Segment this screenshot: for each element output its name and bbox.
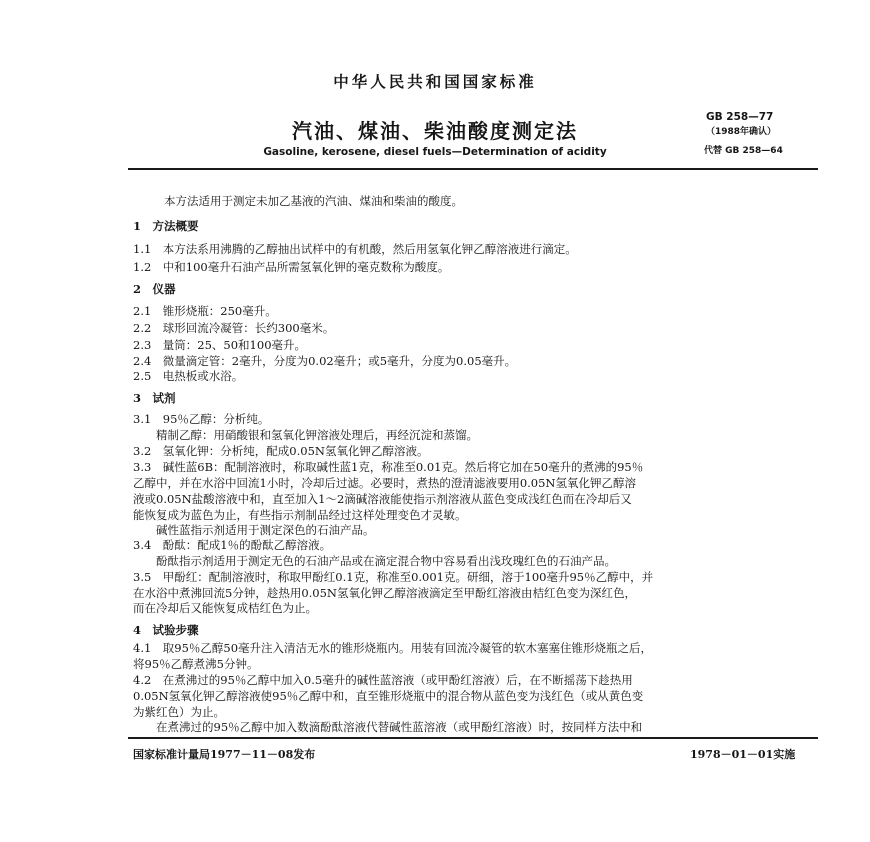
- text-line: 乙醇中，并在水浴中回流1小时，冷却后过滤。必要时，煮热的澄清滤液要用0.05N氢氧化钾乙醇溶: [133, 476, 636, 490]
- section-heading: 3 试剂: [133, 391, 176, 405]
- text-line: 2.3 量筒：25、50和100毫升。: [133, 338, 307, 352]
- section-heading: 4 试验步骤: [133, 623, 199, 637]
- text-line: 2.4 微量滴定管：2毫升，分度为0.02毫升；或5毫升，分度为0.05毫升。: [133, 354, 517, 368]
- text-line: 3.1 95％乙醇：分析纯。: [133, 412, 270, 426]
- effective-date: 1978－01－01实施: [690, 748, 796, 761]
- text-line: 将95％乙醇煮沸5分钟。: [133, 657, 259, 671]
- text-line: 3.5 甲酚红：配制溶液时，称取甲酚红0.1克，称准至0.001克。研细，溶于100毫升95％乙醇中，并: [133, 570, 654, 584]
- text-line: 液或0.05N盐酸溶液中和，直至加入1～2滴碱溶液能使指示剂溶液从蓝色变成浅红色而在冷却后又: [133, 492, 632, 506]
- text-line: 2.1 锥形烧瓶：250毫升。: [133, 304, 277, 318]
- text-line: 在煮沸过的95％乙醇中加入数滴酚酞溶液代替碱性蓝溶液（或甲酚红溶液）时，按同样方法中和: [156, 720, 643, 734]
- header-rule: [128, 168, 818, 170]
- standard-name: 中华人民共和国国家标准: [333, 72, 537, 91]
- text-line: 精制乙醇：用硝酸银和氢氧化钾溶液处理后，再经沉淀和蒸馏。: [156, 428, 478, 442]
- section-heading: 2 仪器: [133, 282, 176, 296]
- text-line: 4.1 取95％乙醇50毫升注入清洁无水的锥形烧瓶内。用装有回流冷凝管的软木塞塞住锥形烧瓶之后，: [133, 641, 653, 655]
- text-line: 2.5 电热板或水浴。: [133, 369, 244, 383]
- text-line: 3.2 氢氧化钾：分析纯，配成0.05N氢氧化钾乙醇溶液。: [133, 444, 429, 458]
- issue-date: 国家标准计量局1977－11－08发布: [133, 748, 316, 761]
- standard-code: GB 258—77: [706, 111, 774, 123]
- text-line: 0.05N氢氧化钾乙醇溶液使95％乙醇中和，直至锥形烧瓶中的混合物从蓝色变为浅红色（或从黄色变: [133, 689, 644, 703]
- text-line: 而在冷却后又能恢复成桔红色为止。: [133, 601, 317, 615]
- confirm-year: （1988年确认）: [706, 127, 777, 137]
- text-line: 为紫红色）为止。: [133, 705, 225, 719]
- document-title: 汽油、煤油、柴油酸度测定法: [292, 119, 578, 143]
- text-line: 3.3 碱性蓝6B：配制溶液时，称取碱性蓝1克，称准至0.01克。然后将它加在50毫升的煮沸的95％: [133, 460, 644, 474]
- replaces-code: 代替 GB 258—64: [704, 146, 783, 156]
- document-title-en: Gasoline, kerosene, diesel fuels—Determination of acidity: [263, 146, 607, 158]
- text-line: 在水浴中煮沸回流5分钟，趁热用0.05N氢氧化钾乙醇溶液滴定至甲酚红溶液由桔红色变为深红色，: [133, 586, 636, 600]
- text-line: 3.4 酚酞：配成1％的酚酞乙醇溶液。: [133, 538, 332, 552]
- text-line: 4.2 在煮沸过的95％乙醇中加入0.5毫升的碱性蓝溶液（或甲酚红溶液）后，在不断摇荡下趁热用: [133, 673, 633, 687]
- footer-rule: [128, 737, 818, 739]
- text-line: 1.1 本方法系用沸腾的乙醇抽出试样中的有机酸，然后用氢氧化钾乙醇溶液进行滴定。: [133, 242, 577, 256]
- text-line: 本方法适用于测定未加乙基液的汽油、煤油和柴油的酸度。: [164, 194, 463, 208]
- text-line: 能恢复成为蓝色为止，有些指示剂制品经过这样处理变色才灵敏。: [133, 508, 467, 522]
- text-line: 1.2 中和100毫升石油产品所需氢氧化钾的毫克数称为酸度。: [133, 260, 450, 274]
- section-heading: 1 方法概要: [133, 219, 199, 233]
- text-line: 酚酞指示剂适用于测定无色的石油产品或在滴定混合物中容易看出浅玫瑰红色的石油产品。: [156, 554, 616, 568]
- text-line: 2.2 球形回流冷凝管：长约300毫米。: [133, 321, 335, 335]
- text-line: 碱性蓝指示剂适用于测定深色的石油产品。: [156, 523, 375, 537]
